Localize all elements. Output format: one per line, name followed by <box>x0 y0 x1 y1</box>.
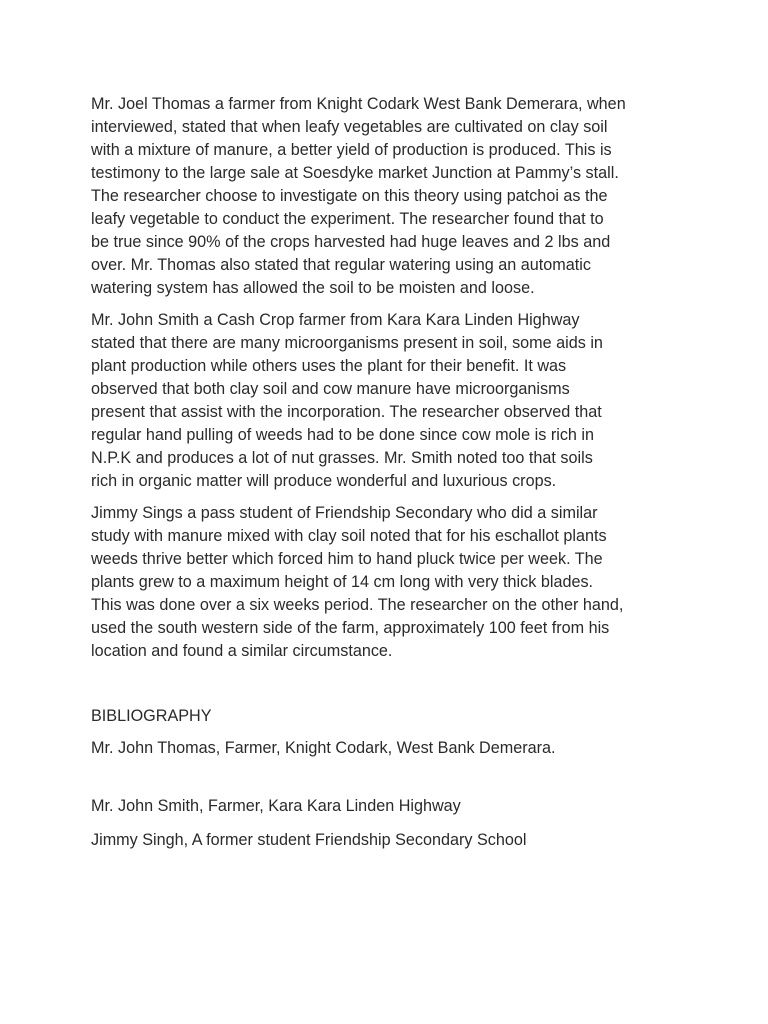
paragraph-line: study with manure mixed with clay soil noted that for his eschallot plants <box>91 527 607 545</box>
paragraph-line: plants grew to a maximum height of 14 cm long with very thick blades. <box>91 573 594 591</box>
paragraph <box>91 93 681 300</box>
paragraph-line: observed that both clay soil and cow manure have microorganisms <box>91 380 570 398</box>
bibliography-entry: Mr. John Smith, Farmer, Kara Kara Linden Highway <box>91 797 461 815</box>
paragraph-line: Mr. John Smith a Cash Crop farmer from Kara Kara Linden Highway <box>91 311 580 329</box>
body-text <box>91 93 681 663</box>
paragraph-line: testimony to the large sale at Soesdyke market Junction at Pammy’s stall. <box>91 164 619 182</box>
paragraph-line: N.P.K and produces a lot of nut grasses. Mr. Smith noted too that soils <box>91 449 593 467</box>
paragraph-line: present that assist with the incorporation. The researcher observed that <box>91 403 602 421</box>
bibliography-heading: BIBLIOGRAPHY <box>91 707 212 725</box>
paragraph-line: Mr. Joel Thomas a farmer from Knight Codark West Bank Demerara, when <box>91 95 626 113</box>
paragraph-line: used the south western side of the farm, approximately 100 feet from his <box>91 619 610 637</box>
paragraph-line: rich in organic matter will produce wonderful and luxurious crops. <box>91 472 557 490</box>
paragraph-line: interviewed, stated that when leafy vegetables are cultivated on clay soil <box>91 118 608 136</box>
bibliography-entry: Jimmy Singh, A former student Friendship Secondary School <box>91 831 527 849</box>
bibliography-entry: Mr. John Thomas, Farmer, Knight Codark, West Bank Demerara. <box>91 739 556 757</box>
paragraph-line: The researcher choose to investigate on this theory using patchoi as the <box>91 187 608 205</box>
paragraph-line: This was done over a six weeks period. The researcher on the other hand, <box>91 596 624 614</box>
paragraph-line: leafy vegetable to conduct the experiment. The researcher found that to <box>91 210 604 228</box>
paragraph-line: be true since 90% of the crops harvested had huge leaves and 2 lbs and <box>91 233 611 251</box>
bibliography-section <box>91 705 556 852</box>
paragraph-line: over. Mr. Thomas also stated that regular watering using an automatic <box>91 256 591 274</box>
paragraph-line: watering system has allowed the soil to be moisten and loose. <box>91 279 535 297</box>
paragraph-line: regular hand pulling of weeds had to be done since cow mole is rich in <box>91 426 595 444</box>
paragraph <box>91 309 681 493</box>
paragraph-line: stated that there are many microorganisms present in soil, some aids in <box>91 334 603 352</box>
paragraph <box>91 502 681 663</box>
paragraph-line: location and found a similar circumstance. <box>91 642 393 660</box>
document-page <box>91 93 681 849</box>
paragraph-line: weeds thrive better which forced him to hand pluck twice per week. The <box>91 550 603 568</box>
paragraph-line: with a mixture of manure, a better yield of production is produced. This is <box>91 141 612 159</box>
paragraph-line: plant production while others uses the plant for their benefit. It was <box>91 357 567 375</box>
paragraph-line: Jimmy Sings a pass student of Friendship Secondary who did a similar <box>91 504 598 522</box>
